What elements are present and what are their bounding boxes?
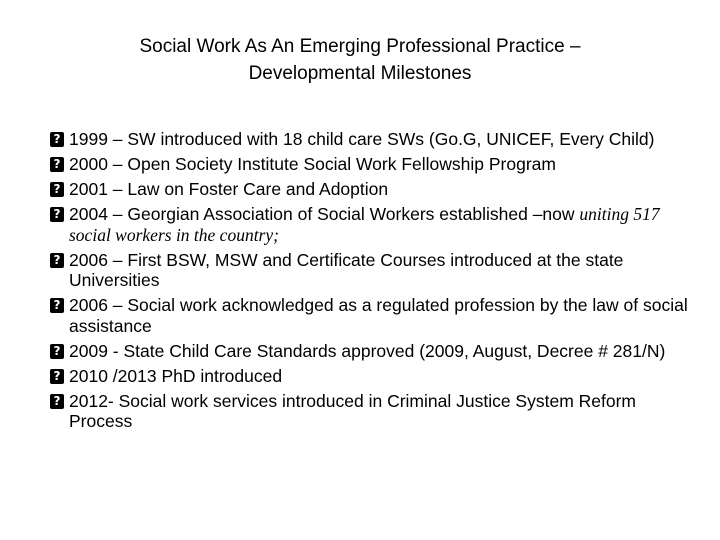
slide-title xyxy=(60,33,660,87)
list-item xyxy=(50,129,700,150)
bullet-icon xyxy=(50,207,64,222)
bullet-icon xyxy=(50,369,64,384)
list-item xyxy=(50,295,700,336)
bullet-icon xyxy=(50,344,64,359)
list-item-text: 2010 /2013 PhD introduced xyxy=(69,365,283,386)
title-line-2: Developmental Milestones xyxy=(248,63,472,84)
title-line-1: Social Work As An Emerging Professional Practice – xyxy=(139,36,581,57)
list-item xyxy=(50,366,700,387)
list-item-text: 2006 – Social work acknowledged as a regulated profession by the law of social assistance xyxy=(69,295,688,336)
list-item-text: 2001 – Law on Foster Care and Adoption xyxy=(69,179,389,199)
list-item xyxy=(50,179,700,200)
bullet-icon xyxy=(50,394,64,409)
list-item-text: 2009 - State Child Care Standards approved (2009, August, Decree # 281/N) xyxy=(69,340,666,361)
list-item-text: 2012- Social work services introduced in Criminal Justice System Reform Process xyxy=(69,390,637,431)
list-item-italic-text: uniting 517 social workers in the country; xyxy=(69,204,660,245)
bullet-icon xyxy=(50,157,64,172)
list-item-text: 2006 – First BSW, MSW and Certificate Courses introduced at the state Universities xyxy=(69,249,624,290)
milestone-list xyxy=(50,129,700,436)
bullet-icon xyxy=(50,132,64,147)
list-item xyxy=(50,250,700,291)
list-item-text: 2000 – Open Society Institute Social Work Fellowship Program xyxy=(69,154,556,174)
list-item xyxy=(50,391,700,432)
bullet-icon xyxy=(50,182,64,197)
list-item xyxy=(50,341,700,362)
list-item-text: 1999 – SW introduced with 18 child care SWs (Go.G, UNICEF, Every Child) xyxy=(69,129,655,149)
list-item xyxy=(50,154,700,175)
bullet-icon xyxy=(50,298,64,313)
bullet-icon xyxy=(50,253,64,268)
list-item-text: 2004 – Georgian Association of Social Workers established –now xyxy=(69,204,580,224)
list-item xyxy=(50,204,700,245)
